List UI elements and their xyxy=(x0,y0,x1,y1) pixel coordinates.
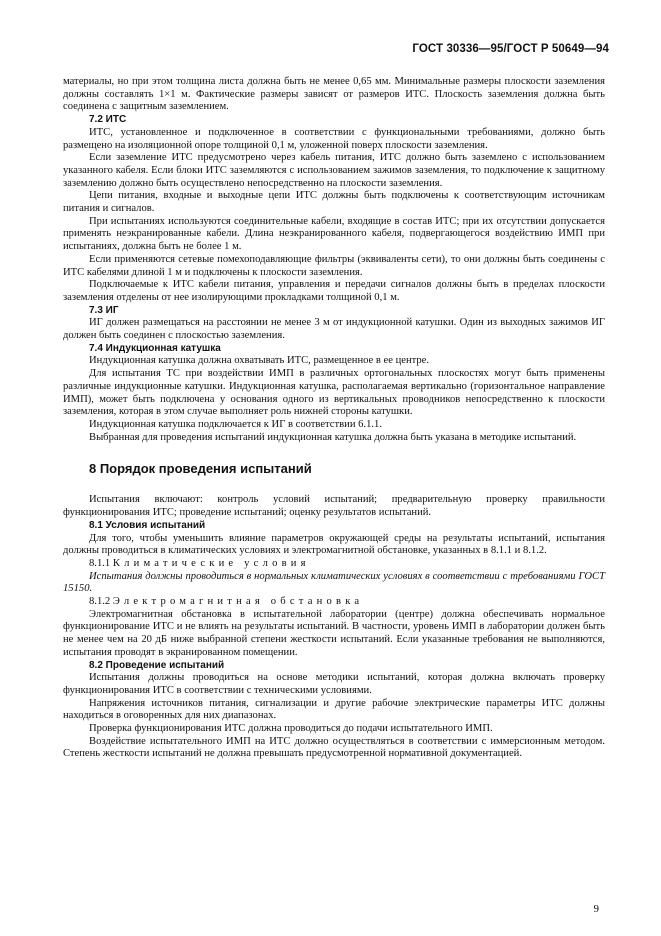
paragraph: Напряжения источников питания, сигнализации и другие рабочие электрические параметры ИТС должны находиться в оговоренных для них диапазонах. xyxy=(63,697,605,722)
subsection-heading-7-3: 7.3 ИГ xyxy=(89,304,119,316)
paragraph: Индукционная катушка должна охватывать ИТС, размещенное в ее центре. xyxy=(89,355,430,367)
page-header: ГОСТ 30336—95/ГОСТ Р 50649—94 xyxy=(412,43,609,55)
paragraph: Воздействие испытательного ИМП на ИТС должно осуществляться в соответствии с иммерсионным методом. Степень жесткости испытаний не должна превышать предусмотренной нормативной документацией. xyxy=(63,735,605,760)
page-number: 9 xyxy=(593,903,599,915)
paragraph: материалы, но при этом толщина листа должна быть не менее 0,65 мм. Минимальные размеры плоскости заземления должны составлять 1×1 м. Фактические размеры зависят от размеров ИТС. Плоскость заземления должна быть соединена с защитным заземлением. xyxy=(63,76,605,113)
section-heading-8: 8 Порядок проведения испытаний xyxy=(89,461,312,477)
paragraph: Если заземление ИТС предусмотрено через кабель питания, ИТС должно быть заземлено с использованием указанного кабеля. Если блоки ИТС заземляются с использованием зажимов заземления, то подключение к защитному заземлению должно быть осуществлено непосредственно на плоскости заземления. xyxy=(63,152,605,189)
clause-title: Климатические условия xyxy=(112,557,310,569)
subsection-heading-7-4: 7.4 Индукционная катушка xyxy=(89,342,221,354)
subsection-heading-8-2: 8.2 Проведение испытаний xyxy=(89,659,225,671)
paragraph: Испытания включают: контроль условий испытаний; предварительную проверку правильности функционирования ИТС; проведение испытаний; оценку результатов испытаний. xyxy=(63,494,605,519)
paragraph: Подключаемые к ИТС кабели питания, управления и передачи сигналов должны быть в пределах плоскости заземления отделены от нее изолирующими прокладками толщиной 0,1 м. xyxy=(63,279,605,303)
paragraph: Проверка функционирования ИТС должна проводиться до подачи испытательного ИМП. xyxy=(89,723,493,735)
clause-title: Электромагнитная обстановка xyxy=(112,596,364,608)
paragraph: ИГ должен размещаться на расстоянии не менее 3 м от индукционной катушки. Один из выходных зажимов ИГ должен быть соединен с плоскостью заземления. xyxy=(63,317,605,342)
page-content xyxy=(63,76,605,761)
paragraph: При испытаниях используются соединительные кабели, входящие в состав ИТС; при их отсутствии допускается применять неэкранированные кабели. Длина неэкранированного кабеля, подвергающегося воздействию ИМП при испытаниях, должна быть не более 1 м. xyxy=(63,215,605,253)
paragraph: Для испытания ТС при воздействии ИМП в различных ортогональных плоскостях могут быть применены различные индукционные катушки. Индукционная катушка, располагаемая вертикально (горизонтальное направление ИМП), может быть подключена у основания одного из вертикальных проводников непосредственно к плоскости заземления, которая в этом случае выполняет роль нижней стороны катушки. xyxy=(63,368,605,418)
paragraph: Электромагнитная обстановка в испытательной лаборатории (центре) должна обеспечивать нормальное функционирование ИТС и не влиять на результаты испытаний. В частности, уровень ИМП в лаборатории должен быть не менее чем на 20 дБ ниже выбранной степени жесткости испытаний. Если указанные требования не выполняются, испытания проводят в экранированном помещении. xyxy=(63,608,605,658)
clause-heading-8-1-2 xyxy=(63,596,605,609)
paragraph: ИТС, установленное и подключенное в соответствии с функциональными требованиями, должно быть размещено на изоляционной опоре толщиной 0,1 м, уложенной поверх плоскости заземления. xyxy=(63,126,605,151)
clause-number: 8.1.1 xyxy=(89,557,111,569)
paragraph: Испытания должны проводиться на основе методики испытаний, которая должна включать проверку функционирования ИТС в соответствии с техническими условиями. xyxy=(63,672,605,696)
paragraph: Выбранная для проведения испытаний индукционная катушка должна быть указана в методике испытаний. xyxy=(89,431,577,443)
subsection-heading-7-2: 7.2 ИТС xyxy=(89,114,127,126)
subsection-heading-8-1: 8.1 Условия испытаний xyxy=(89,519,206,531)
paragraph: Если применяются сетевые помехоподавляющие фильтры (эквиваленты сети), то они должны быть соединены с ИТС кабелями длиной 1 м и подключены к плоскости заземления. xyxy=(63,253,605,278)
paragraph: Индукционная катушка подключается к ИГ в соответствии 6.1.1. xyxy=(89,418,382,430)
paragraph: Для того, чтобы уменьшить влияние параметров окружающей среды на результаты испытаний, испытания должны проводиться в климатических условиях и электромагнитной обстановке, указанных в 8.1.1 и 8.1.2. xyxy=(63,532,605,557)
paragraph: Испытания должны проводиться в нормальных климатических условиях в соответствии с требованиями ГОСТ 15150. xyxy=(63,570,605,595)
clause-number: 8.1.2 xyxy=(89,596,111,608)
clause-heading-8-1-1 xyxy=(63,558,605,571)
paragraph: Цепи питания, входные и выходные цепи ИТС должны быть подключены к соответствующим источникам питания и сигналов. xyxy=(63,190,605,215)
